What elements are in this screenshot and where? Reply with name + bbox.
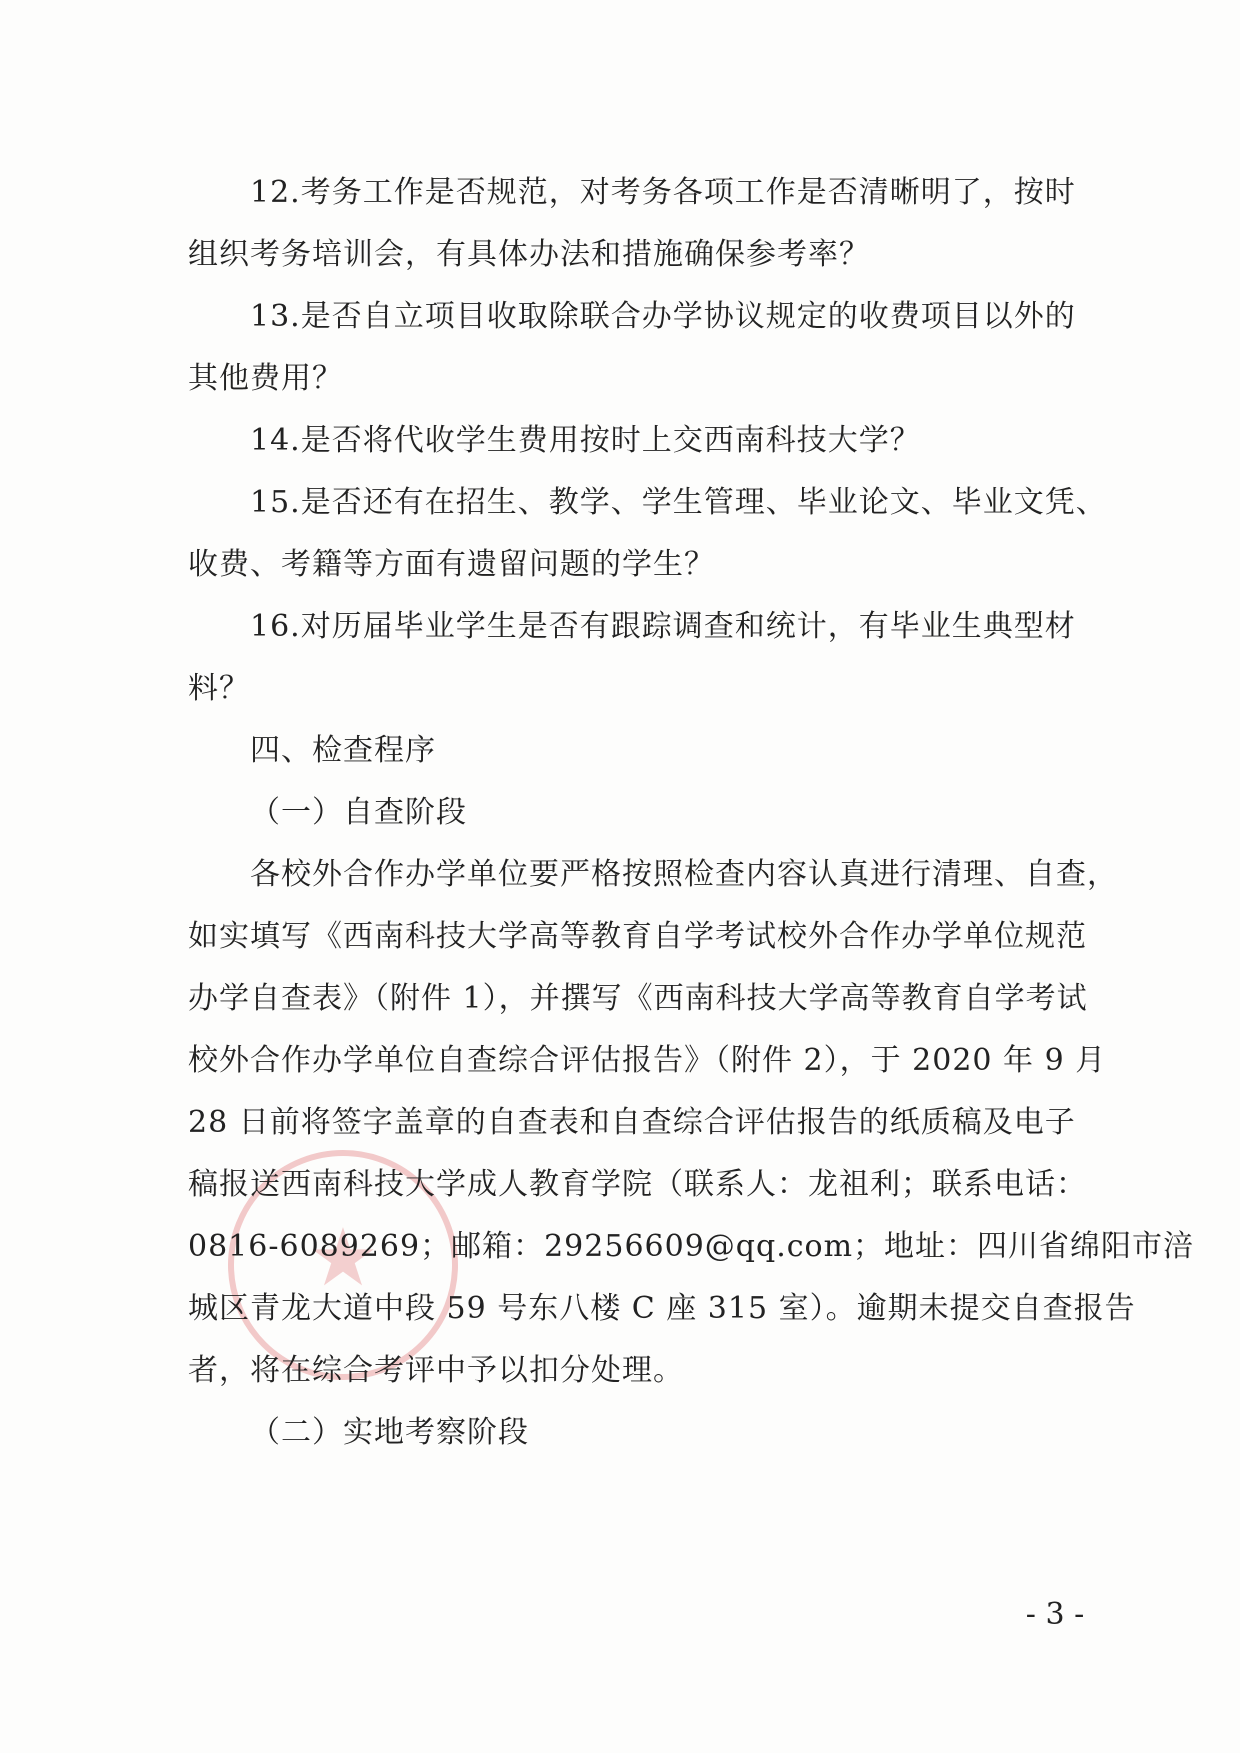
- line-8: 16.对历届毕业学生是否有跟踪调查和统计，有毕业生典型材: [250, 609, 1076, 644]
- line-9: 料？: [188, 671, 250, 706]
- line-3: 13.是否自立项目收取除联合办学协议规定的收费项目以外的: [250, 299, 1076, 334]
- line-14: 办学自查表》（附件 1），并撰写《西南科技大学高等教育自学考试: [188, 981, 1088, 1016]
- line-2: 组织考务培训会，有具体办法和措施确保参考率？: [188, 237, 870, 272]
- line-16: 28 日前将签字盖章的自查表和自查综合评估报告的纸质稿及电子: [188, 1105, 1076, 1140]
- subheading-self-check-stage: （一）自查阶段: [250, 795, 467, 830]
- line-17: 稿报送西南科技大学成人教育学院（联系人：龙祖利；联系电话：: [188, 1167, 1087, 1202]
- line-15: 校外合作办学单位自查综合评估报告》（附件 2），于 2020 年 9 月: [188, 1043, 1107, 1078]
- subheading-site-inspection-stage: （二）实地考察阶段: [250, 1415, 529, 1450]
- line-4: 其他费用？: [188, 361, 343, 396]
- line-12: 各校外合作办学单位要严格按照检查内容认真进行清理、自查，: [250, 857, 1118, 892]
- page-number: - 3 -: [1025, 1597, 1085, 1632]
- line-13: 如实填写《西南科技大学高等教育自学考试校外合作办学单位规范: [188, 919, 1087, 954]
- line-18: 0816-6089269；邮箱：29256609@qq.com；地址：四川省绵阳市涪: [188, 1229, 1195, 1264]
- line-6: 15.是否还有在招生、教学、学生管理、毕业论文、毕业文凭、: [250, 485, 1107, 520]
- line-7: 收费、考籍等方面有遗留问题的学生？: [188, 547, 715, 582]
- line-20: 者，将在综合考评中予以扣分处理。: [188, 1353, 684, 1388]
- line-1: 12.考务工作是否规范，对考务各项工作是否清晰明了，按时: [250, 175, 1076, 210]
- section-heading-inspection-procedure: 四、检查程序: [250, 733, 436, 768]
- line-19: 城区青龙大道中段 59 号东八楼 C 座 315 室）。逾期未提交自查报告: [188, 1291, 1136, 1326]
- document-body: [188, 162, 1195, 1464]
- line-5: 14.是否将代收学生费用按时上交西南科技大学？: [250, 423, 921, 458]
